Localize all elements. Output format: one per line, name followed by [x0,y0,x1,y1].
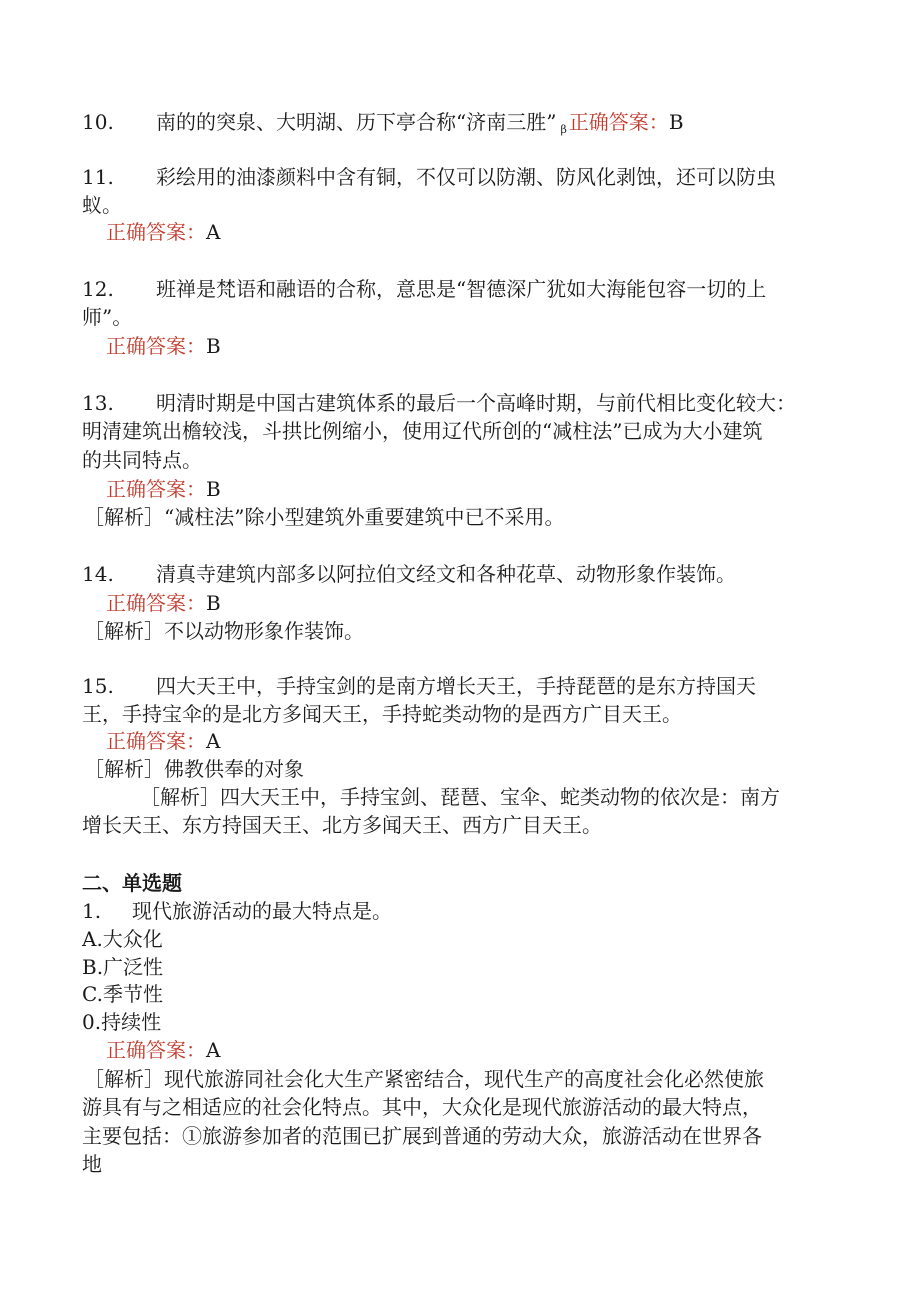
single-choice-question-1 [82,897,392,925]
analysis-label: ［解析］ [84,619,164,643]
answer-line [106,475,221,503]
question-text-continued: 王，手持宝伞的是北方多闻天王，手持蛇类动物的是西方广目天王。 [82,702,682,726]
option-c: C.季节性 [82,982,163,1006]
question-number: 10. [82,110,114,134]
analysis-line: 游具有与之相适应的社会化特点。其中，大众化是现代旅游活动的最大特点， [82,1095,762,1119]
option-d: 0.持续性 [82,1010,162,1034]
analysis-line [84,755,304,783]
answer-label: 正确答案： [106,220,206,244]
question-text: 彩绘用的油漆颜料中含有铜，不仅可以防潮、防风化剥蚀，还可以防虫 [156,165,776,189]
answer-label: 正确答案： [106,591,206,615]
analysis-label: ［解析］ [84,1067,164,1091]
question-number: 11. [82,165,114,189]
answer-value: B [206,477,221,501]
answer-label: 正确答案： [106,334,206,358]
question-10 [82,108,684,144]
answer-line [106,332,221,360]
answer-line [106,1036,220,1064]
answer-label: 正确答案： [106,477,206,501]
question-number: 1. [82,899,102,923]
question-11 [82,163,776,191]
analysis-text: “减柱法”除小型建筑外重要建筑中已不采用。 [164,505,565,529]
question-number: 13. [82,391,114,415]
answer-value: A [206,1038,221,1062]
question-text-continued: 明清建筑出檐较浅，斗拱比例缩小，使用辽代所创的“减柱法”已成为大小建筑 [82,419,763,443]
option-b: B.广泛性 [82,955,164,979]
question-text: 明清时期是中国古建筑体系的最后一个高峰时期，与前代相比变化较大： [156,391,796,415]
answer-line [106,218,220,246]
question-text: 班禅是梵语和融语的合称，意思是“智德深广犹如大海能包容一切的上 [156,277,767,301]
answer-label: 正确答案： [568,110,669,134]
question-number: 12. [82,277,114,301]
answer-value: B [668,110,684,134]
question-12 [82,275,766,303]
analysis-text: 不以动物形象作装饰。 [164,619,364,643]
analysis-line: 地 [82,1152,102,1176]
analysis-label: ［解析］ [84,505,164,529]
question-text-continued: 师”。 [82,305,133,329]
question-15 [82,672,756,700]
question-number: 14. [82,562,114,586]
question-text: 四大天王中，手持宝剑的是南方增长天王，手持琵琶的是东方持国天 [156,674,756,698]
answer-label: 正确答案： [106,1038,206,1062]
question-14 [82,560,736,588]
answer-line [106,727,220,755]
analysis-line: 主要包括：①旅游参加者的范围已扩展到普通的劳动大众，旅游活动在世界各 [82,1124,762,1148]
analysis-line: ［解析］四大天王中，手持宝剑、琵琶、宝伞、蛇类动物的依次是：南方 [140,785,780,809]
answer-value: B [206,334,221,358]
analysis-line [84,1065,764,1093]
question-number: 15. [82,674,114,698]
analysis-text: 现代旅游同社会化大生产紧密结合，现代生产的高度社会化必然使旅 [164,1067,764,1091]
answer-value: A [206,220,221,244]
analysis-text: 佛教供奉的对象 [164,757,304,781]
analysis-line: 增长天王、东方持国天王、北方多闻天王、西方广目天王。 [82,813,602,837]
question-13 [82,389,796,417]
question-mark: β [560,123,567,136]
answer-value: A [206,729,221,753]
analysis-line [84,617,364,645]
analysis-line [84,503,564,531]
answer-line [106,589,221,617]
option-a: A.大众化 [82,927,163,951]
question-text: 现代旅游活动的最大特点是。 [132,899,392,923]
question-text-continued: 的共同特点。 [82,448,202,472]
question-text-continued: 蚁。 [82,193,122,217]
answer-value: B [206,591,221,615]
analysis-label: ［解析］ [84,757,164,781]
answer-label: 正确答案： [106,729,206,753]
question-text: 清真寺建筑内部多以阿拉伯文经文和各种花草、动物形象作装饰。 [156,562,736,586]
section-title: 二、单选题 [82,871,182,895]
question-text: 南的的突泉、大明湖、历下亭合称“济南三胜” [156,110,557,134]
